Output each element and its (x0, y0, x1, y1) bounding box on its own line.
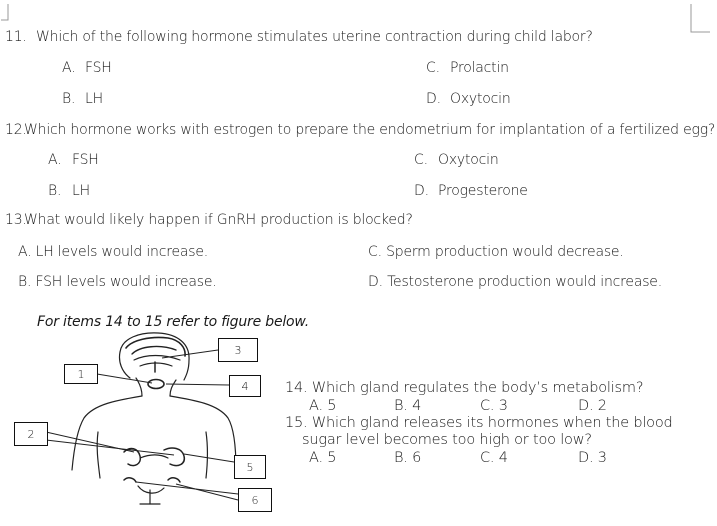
figure-label-6: 6 (238, 488, 272, 512)
q14-option-c: C. 3 (480, 398, 508, 414)
q15-option-c: C. 4 (480, 450, 508, 466)
q13-text: What would likely happen if GnRH production is blocked? (24, 212, 413, 228)
q12-option-a-letter: A. (48, 152, 62, 168)
figure-label-1: 1 (64, 364, 98, 384)
q11-number: 11. (5, 29, 27, 45)
q11-option-b-letter: B. (62, 91, 76, 107)
q12-option-b-letter: B. (48, 183, 62, 199)
figure-label-4: 4 (229, 375, 261, 397)
q11-option-a-letter: A. (62, 60, 76, 76)
q12-option-c-letter: C. (414, 152, 428, 168)
q12-option-d-letter: D. (414, 183, 429, 199)
q12-option-a-text: FSH (72, 152, 99, 168)
q15-option-b: B. 6 (394, 450, 422, 466)
q11-option-b-text: LH (85, 91, 103, 107)
q11-text: Which of the following hormone stimulates uterine contraction during child labor? (36, 29, 593, 45)
q12-option-c-text: Oxytocin (438, 152, 499, 168)
q11-option-c-text: Prolactin (450, 60, 509, 76)
q11-option-a-text: FSH (85, 60, 112, 76)
q13-option-a: A. LH levels would increase. (18, 244, 209, 260)
q14-text: 14. Which gland regulates the body’s metabolism? (285, 380, 644, 396)
q11-option-c-letter: C. (426, 60, 440, 76)
q12-option-d-text: Progesterone (438, 183, 528, 199)
q11-option-d-text: Oxytocin (450, 91, 511, 107)
q13-option-d: D. Testosterone production would increase. (368, 274, 662, 290)
q11-option-d-letter: D. (426, 91, 441, 107)
q14-option-b: B. 4 (394, 398, 422, 414)
head-outline (120, 333, 189, 380)
q14-option-a: A. 5 (309, 398, 337, 414)
q12-text: Which hormone works with estrogen to prepare the endometrium for implantation of a fertilized egg? (24, 122, 716, 138)
q12-number: 12. (5, 122, 27, 138)
figure-label-5: 5 (234, 455, 266, 479)
q15-text-line1: 15. Which gland releases its hormones when the blood (285, 415, 673, 431)
figure-label-2: 2 (14, 422, 48, 446)
figure-label-3: 3 (218, 338, 258, 362)
q13-option-c: C. Sperm production would decrease. (368, 244, 624, 260)
q15-option-a: A. 5 (309, 450, 337, 466)
q13-number: 13. (5, 212, 27, 228)
q13-option-b: B. FSH levels would increase. (18, 274, 217, 290)
q14-option-d: D. 2 (578, 398, 607, 414)
q15-text-line2: sugar level becomes too high or too low? (302, 432, 592, 448)
q12-option-b-text: LH (72, 183, 90, 199)
q15-option-d: D. 3 (578, 450, 607, 466)
figure-instruction: For items 14 to 15 refer to figure below. (37, 314, 310, 330)
